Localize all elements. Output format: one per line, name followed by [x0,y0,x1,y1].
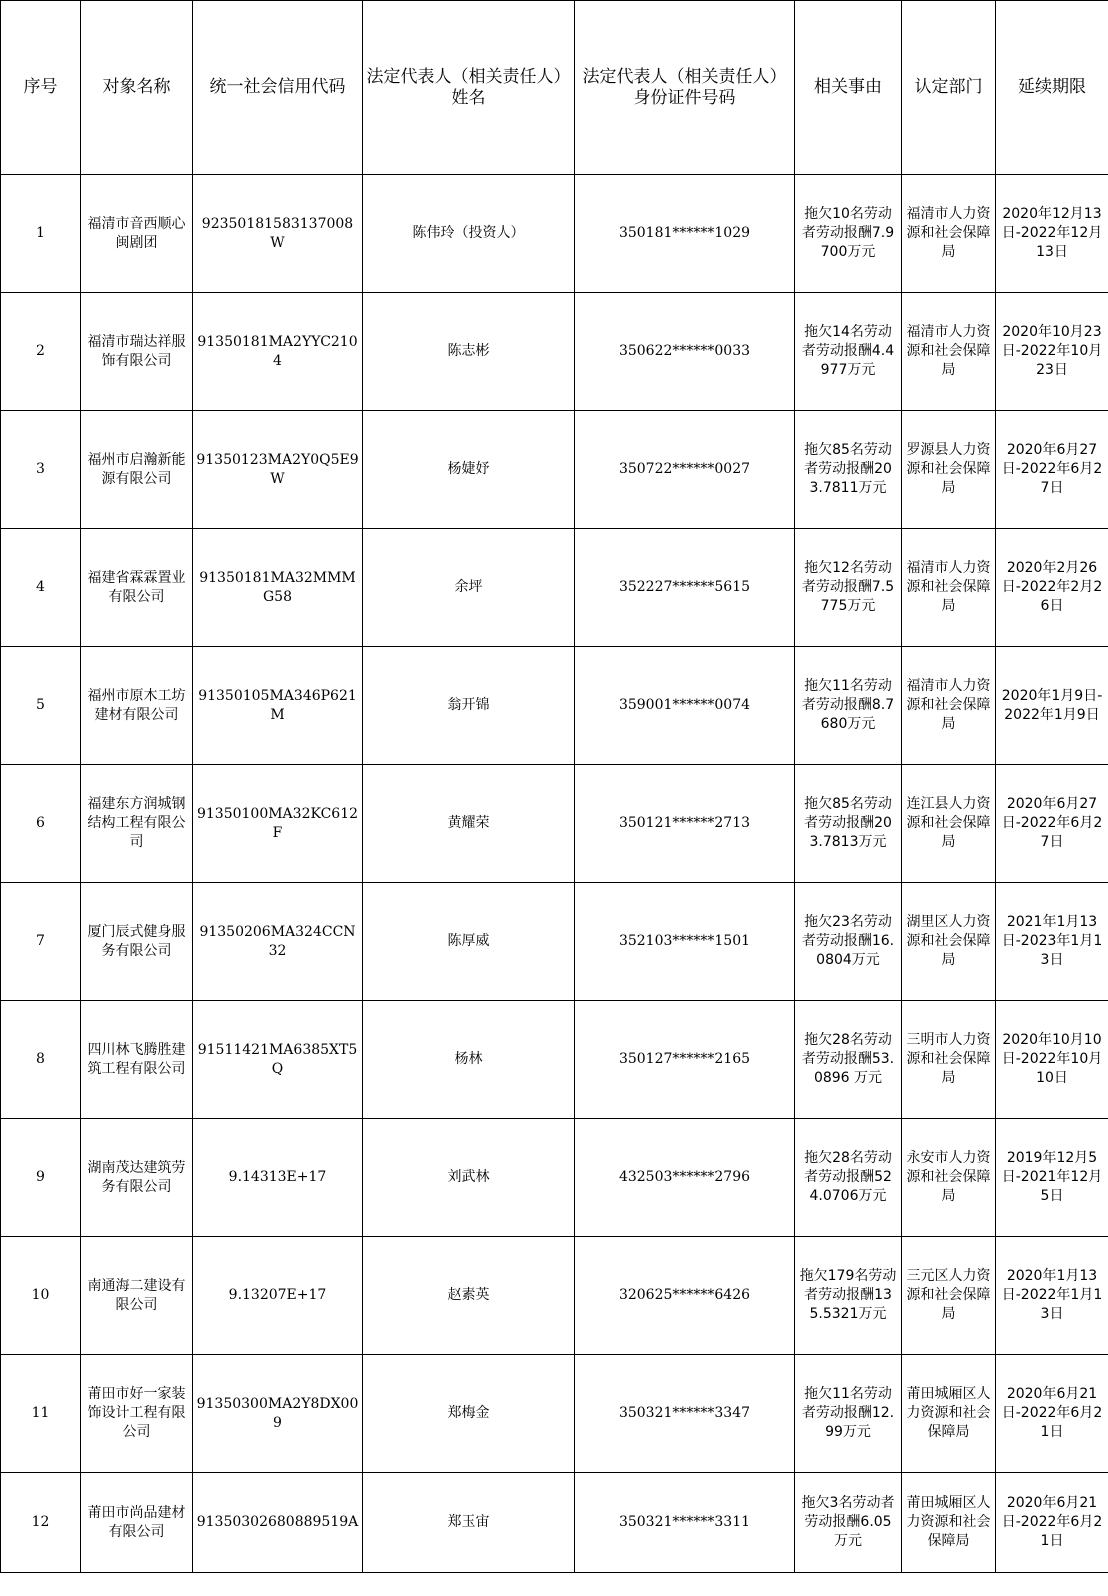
cell-index: 1 [1,175,81,293]
cell-index: 3 [1,411,81,529]
cell-reason: 拖欠28名劳动者劳动报酬524.0706万元 [795,1119,902,1237]
table-body [1,175,1108,1573]
cell-reason: 拖欠11名劳动者劳动报酬8.7680万元 [795,647,902,765]
cell-index: 10 [1,1237,81,1355]
cell-reason: 拖欠179名劳动者劳动报酬135.5321万元 [795,1237,902,1355]
cell-rep-id: 320625******6426 [575,1237,795,1355]
cell-name: 福清市瑞达祥服饰有限公司 [81,293,193,411]
cell-rep-name: 郑玉宙 [363,1473,575,1573]
cell-name: 南通海二建设有限公司 [81,1237,193,1355]
cell-rep-id: 359001******0074 [575,647,795,765]
cell-reason: 拖欠3名劳动者劳动报酬6.05万元 [795,1473,902,1573]
cell-index: 4 [1,529,81,647]
cell-dept: 连江县人力资源和社会保障局 [902,765,996,883]
table-row [1,411,1108,529]
cell-rep-id: 350127******2165 [575,1001,795,1119]
cell-period: 2020年10月10日-2022年10月10日 [996,1001,1108,1119]
cell-period: 2020年10月23日-2022年10月23日 [996,293,1108,411]
cell-rep-name: 翁开锦 [363,647,575,765]
cell-name: 厦门辰式健身服务有限公司 [81,883,193,1001]
header-row [1,1,1108,175]
cell-reason: 拖欠23名劳动者劳动报酬16.0804万元 [795,883,902,1001]
cell-dept: 永安市人力资源和社会保障局 [902,1119,996,1237]
cell-index: 8 [1,1001,81,1119]
table-row [1,175,1108,293]
cell-credit-code: 91350123MA2Y0Q5E9W [193,411,363,529]
cell-period: 2021年1月13日-2023年1月13日 [996,883,1108,1001]
cell-name: 莆田市好一家装饰设计工程有限公司 [81,1355,193,1473]
header-rep-id: 法定代表人（相关责任人）身份证件号码 [575,1,795,175]
cell-name: 四川林飞腾胜建筑工程有限公司 [81,1001,193,1119]
table-row [1,1001,1108,1119]
cell-period: 2020年2月26日-2022年2月26日 [996,529,1108,647]
header-index: 序号 [1,1,81,175]
cell-index: 12 [1,1473,81,1573]
cell-reason: 拖欠12名劳动者劳动报酬7.5775万元 [795,529,902,647]
header-period: 延续期限 [996,1,1108,175]
cell-dept: 三明市人力资源和社会保障局 [902,1001,996,1119]
cell-credit-code: 91511421MA6385XT5Q [193,1001,363,1119]
cell-credit-code: 91350100MA32KC612F [193,765,363,883]
header-name: 对象名称 [81,1,193,175]
cell-index: 5 [1,647,81,765]
cell-dept: 福清市人力资源和社会保障局 [902,529,996,647]
cell-rep-name: 杨婕妤 [363,411,575,529]
cell-rep-id: 350321******3311 [575,1473,795,1573]
cell-name: 福建东方润城钢结构工程有限公司 [81,765,193,883]
cell-name: 湖南茂达建筑劳务有限公司 [81,1119,193,1237]
cell-credit-code: 91350181MA32MMMG58 [193,529,363,647]
table-row [1,293,1108,411]
cell-index: 2 [1,293,81,411]
cell-rep-name: 黄耀荣 [363,765,575,883]
cell-period: 2020年6月27日-2022年6月27日 [996,765,1108,883]
header-reason: 相关事由 [795,1,902,175]
cell-dept: 福清市人力资源和社会保障局 [902,647,996,765]
table-row [1,1237,1108,1355]
table-row [1,647,1108,765]
header-rep-name: 法定代表人（相关责任人）姓名 [363,1,575,175]
cell-credit-code: 9.14313E+17 [193,1119,363,1237]
cell-period: 2020年6月27日-2022年6月27日 [996,411,1108,529]
table-header [1,1,1108,175]
cell-reason: 拖欠14名劳动者劳动报酬4.4977万元 [795,293,902,411]
cell-rep-name: 陈伟玲（投资人） [363,175,575,293]
table-row [1,1473,1108,1573]
cell-dept: 莆田城厢区人力资源和社会保障局 [902,1355,996,1473]
cell-name: 莆田市尚品建材有限公司 [81,1473,193,1573]
table-row [1,765,1108,883]
cell-dept: 莆田城厢区人力资源和社会保障局 [902,1473,996,1573]
cell-index: 7 [1,883,81,1001]
cell-reason: 拖欠28名劳动者劳动报酬53.0896 万元 [795,1001,902,1119]
cell-name: 福州市原木工坊建材有限公司 [81,647,193,765]
table-row [1,529,1108,647]
cell-dept: 湖里区人力资源和社会保障局 [902,883,996,1001]
table-row [1,883,1108,1001]
cell-rep-id: 350622******0033 [575,293,795,411]
cell-index: 9 [1,1119,81,1237]
cell-rep-name: 刘武林 [363,1119,575,1237]
cell-name: 福州市启瀚新能源有限公司 [81,411,193,529]
cell-reason: 拖欠10名劳动者劳动报酬7.9700万元 [795,175,902,293]
cell-period: 2020年1月9日-2022年1月9日 [996,647,1108,765]
cell-dept: 三元区人力资源和社会保障局 [902,1237,996,1355]
cell-credit-code: 91350105MA346P621M [193,647,363,765]
cell-reason: 拖欠85名劳动者劳动报酬203.7811万元 [795,411,902,529]
cell-rep-name: 余坪 [363,529,575,647]
cell-credit-code: 91350206MA324CCN32 [193,883,363,1001]
table-row [1,1119,1108,1237]
header-dept: 认定部门 [902,1,996,175]
table-row [1,1355,1108,1473]
cell-credit-code: 91350181MA2YYC2104 [193,293,363,411]
cell-reason: 拖欠85名劳动者劳动报酬203.7813万元 [795,765,902,883]
cell-rep-name: 杨林 [363,1001,575,1119]
cell-period: 2020年6月21日-2022年6月21日 [996,1355,1108,1473]
cell-credit-code: 92350181583137008W [193,175,363,293]
cell-period: 2019年12月5日-2021年12月5日 [996,1119,1108,1237]
cell-credit-code: 91350300MA2Y8DX009 [193,1355,363,1473]
cell-period: 2020年12月13日-2022年12月13日 [996,175,1108,293]
cell-rep-id: 352227******5615 [575,529,795,647]
cell-reason: 拖欠11名劳动者劳动报酬12.99万元 [795,1355,902,1473]
cell-rep-id: 350181******1029 [575,175,795,293]
cell-period: 2020年1月13日-2022年1月13日 [996,1237,1108,1355]
cell-index: 11 [1,1355,81,1473]
cell-rep-name: 赵素英 [363,1237,575,1355]
cell-index: 6 [1,765,81,883]
cell-rep-name: 郑梅金 [363,1355,575,1473]
cell-dept: 罗源县人力资源和社会保障局 [902,411,996,529]
cell-rep-id: 432503******2796 [575,1119,795,1237]
header-credit-code: 统一社会信用代码 [193,1,363,175]
cell-name: 福建省霖霖置业有限公司 [81,529,193,647]
cell-rep-id: 350722******0027 [575,411,795,529]
cell-period: 2020年6月21日-2022年6月21日 [996,1473,1108,1573]
cell-rep-name: 陈志彬 [363,293,575,411]
cell-credit-code: 9.13207E+17 [193,1237,363,1355]
cell-name: 福清市音西顺心闽剧团 [81,175,193,293]
cell-dept: 福清市人力资源和社会保障局 [902,293,996,411]
cell-rep-name: 陈厚威 [363,883,575,1001]
cell-rep-id: 350321******3347 [575,1355,795,1473]
cell-rep-id: 350121******2713 [575,765,795,883]
cell-dept: 福清市人力资源和社会保障局 [902,175,996,293]
cell-rep-id: 352103******1501 [575,883,795,1001]
cell-credit-code: 91350302680889519A [193,1473,363,1573]
